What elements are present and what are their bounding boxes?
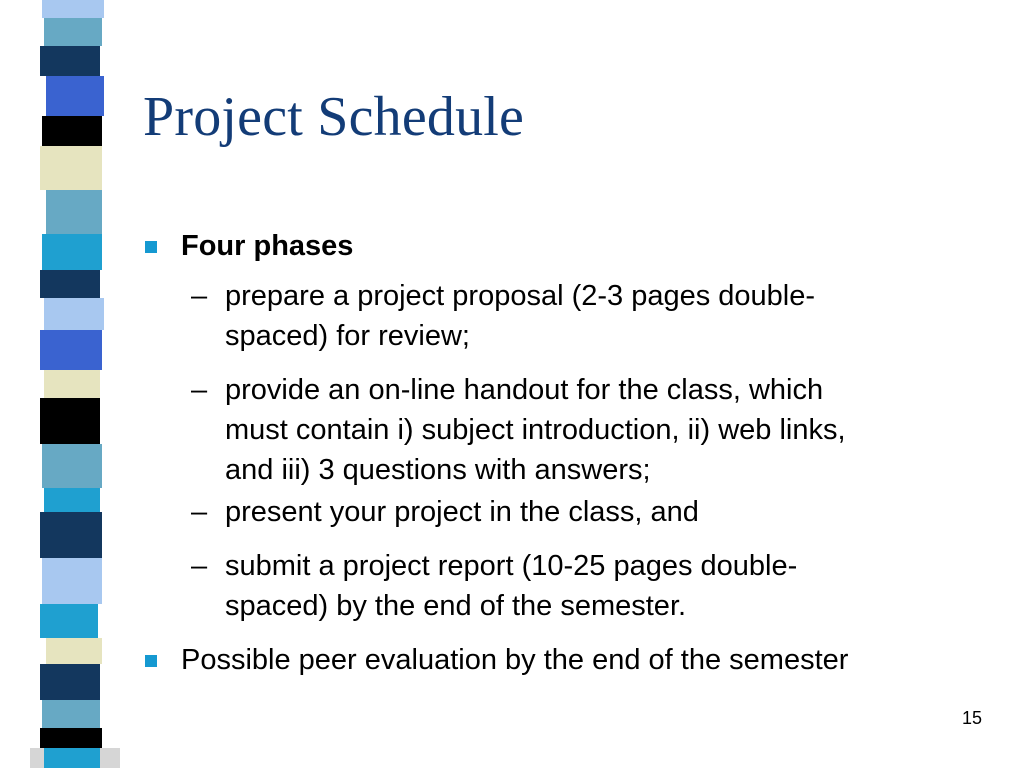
stripe-segment xyxy=(44,370,100,398)
bullet-text: Four phases xyxy=(181,230,354,262)
stripe-segment xyxy=(44,298,104,330)
dash-icon: – xyxy=(191,374,208,406)
sub-bullet-text: present your project in the class, and xyxy=(225,496,699,528)
stripe-segment xyxy=(40,46,100,76)
sub-bullet-item xyxy=(143,370,885,490)
stripe-segment xyxy=(40,146,102,190)
stripe-segment xyxy=(42,116,102,146)
stripe-segment xyxy=(40,728,102,748)
stripe-segment xyxy=(42,444,102,488)
sub-bullet-item xyxy=(143,276,885,356)
slide-content xyxy=(143,226,993,680)
stripe-segment xyxy=(46,638,102,664)
dash-icon: – xyxy=(191,496,208,528)
slide-title: Project Schedule xyxy=(143,86,525,148)
stripe-segment xyxy=(44,748,100,768)
stripe-segment xyxy=(42,558,102,604)
sub-bullet-item xyxy=(143,492,885,532)
stripe-segment xyxy=(46,190,102,234)
decorative-stripe xyxy=(40,0,130,768)
bullet-text: Possible peer evaluation by the end of the semester xyxy=(181,644,849,676)
sub-bullet-text: submit a project report (10-25 pages double-spaced) by the end of the semester. xyxy=(225,550,798,622)
sub-bullet-text: provide an on-line handout for the class, which must contain i) subject introduction, ii) web links, and iii) 3 questions with answers; xyxy=(225,374,846,486)
slide-number: 15 xyxy=(962,708,983,728)
stripe-segment xyxy=(40,270,100,298)
sub-bullet-item xyxy=(143,546,885,626)
dash-icon: – xyxy=(191,550,208,582)
stripe-segment xyxy=(40,330,102,370)
stripe-segment xyxy=(40,664,100,700)
stripe-segment xyxy=(42,234,102,270)
square-bullet-icon xyxy=(145,655,157,667)
stripe-segment xyxy=(40,512,102,558)
sub-bullet-text: prepare a project proposal (2-3 pages double-spaced) for review; xyxy=(225,280,816,352)
stripe-segment xyxy=(42,0,104,18)
square-bullet-icon xyxy=(145,241,157,253)
sub-bullet-list xyxy=(143,276,993,626)
stripe-segment xyxy=(40,398,100,444)
stripe-segment xyxy=(40,604,98,638)
stripe-segment xyxy=(44,488,100,512)
stripe-segment xyxy=(44,18,102,46)
stripe-segment xyxy=(42,700,100,728)
bullet-item-peer-evaluation xyxy=(143,640,993,680)
stripe-segment xyxy=(46,76,104,116)
dash-icon: – xyxy=(191,280,208,312)
bullet-item-four-phases xyxy=(143,226,993,266)
